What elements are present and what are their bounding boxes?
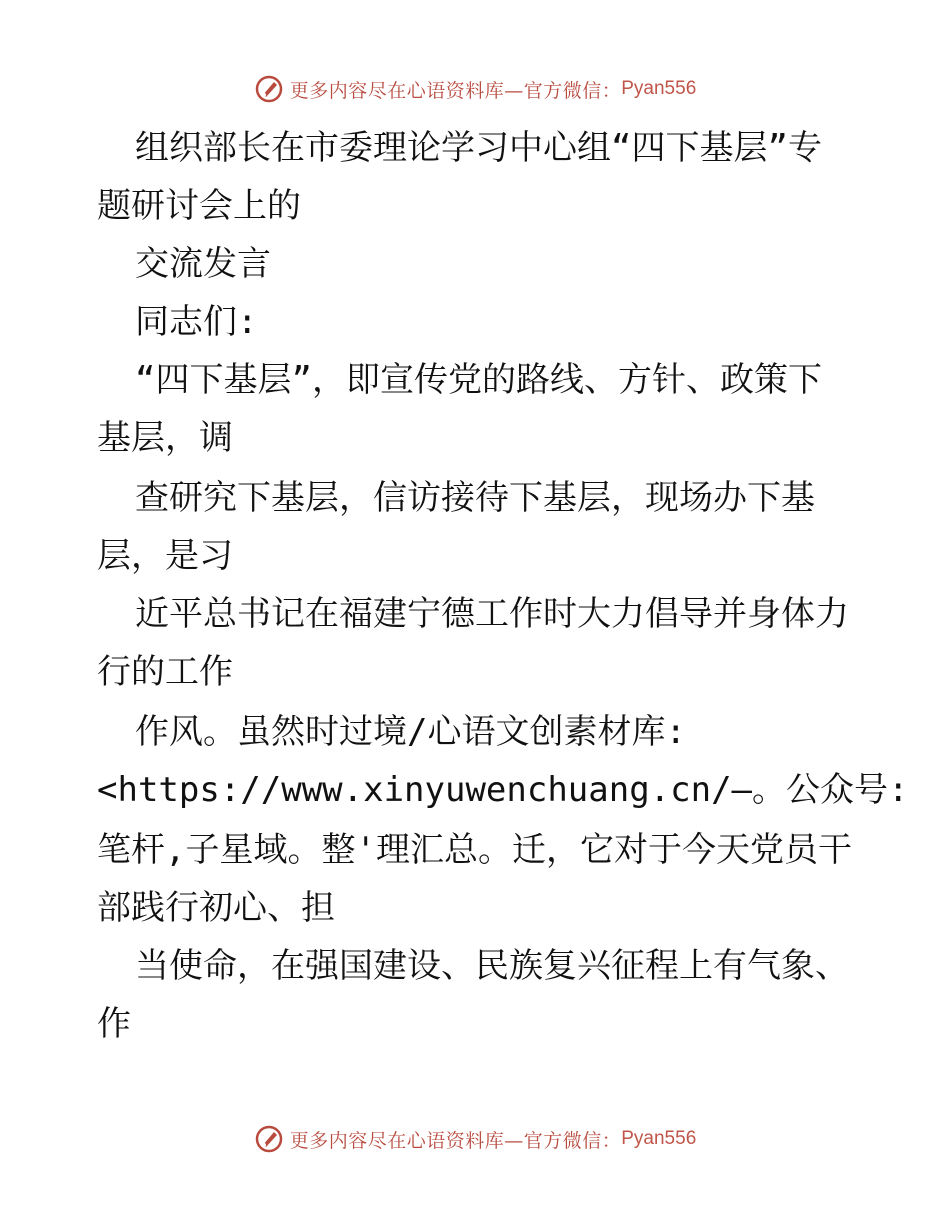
body-line: “四下基层”，即宣传党的路线、方针、政策下: [135, 360, 822, 400]
body-line: 题研讨会上的: [97, 186, 301, 226]
watermark-text: 更多内容尽在心语资料库—官方微信：: [289, 1129, 622, 1152]
body-line: 层，是习: [97, 536, 233, 576]
body-line: 同志们:: [135, 302, 258, 342]
body-line: 近平总书记在福建宁德工作时大力倡导并身体力: [135, 594, 849, 634]
footer-watermark: [0, 1124, 950, 1154]
body-line: 笔杆,子星域。整'理汇总。迁，它对于今天党员干: [97, 830, 852, 870]
body-line: 组织部长在市委理论学习中心组“四下基层”专: [135, 128, 822, 168]
body-line: 作: [97, 1004, 131, 1044]
body-line: 交流发言: [135, 244, 271, 284]
pen-logo-icon: [254, 1124, 284, 1154]
pen-logo-icon: [254, 74, 284, 104]
watermark-wechat-id: Pyan556: [621, 78, 697, 99]
header-watermark: [0, 74, 950, 104]
body-line: 作风。虽然时过境/心语文创素材库:: [135, 712, 686, 752]
watermark-wechat-id: Pyan556: [621, 1128, 697, 1149]
body-line: 基层，调: [97, 418, 233, 458]
body-line: 部践行初心、担: [97, 888, 335, 928]
body-line: 查研究下基层，信访接待下基层，现场办下基: [135, 478, 815, 518]
watermark-text: 更多内容尽在心语资料库—官方微信：: [289, 79, 622, 102]
body-line: 行的工作: [97, 652, 233, 692]
body-line: 当使命，在强国建设、民族复兴征程上有气象、: [135, 946, 849, 986]
body-line: <https://www.xinyuwenchuang.cn/—。公众号:: [97, 770, 909, 810]
